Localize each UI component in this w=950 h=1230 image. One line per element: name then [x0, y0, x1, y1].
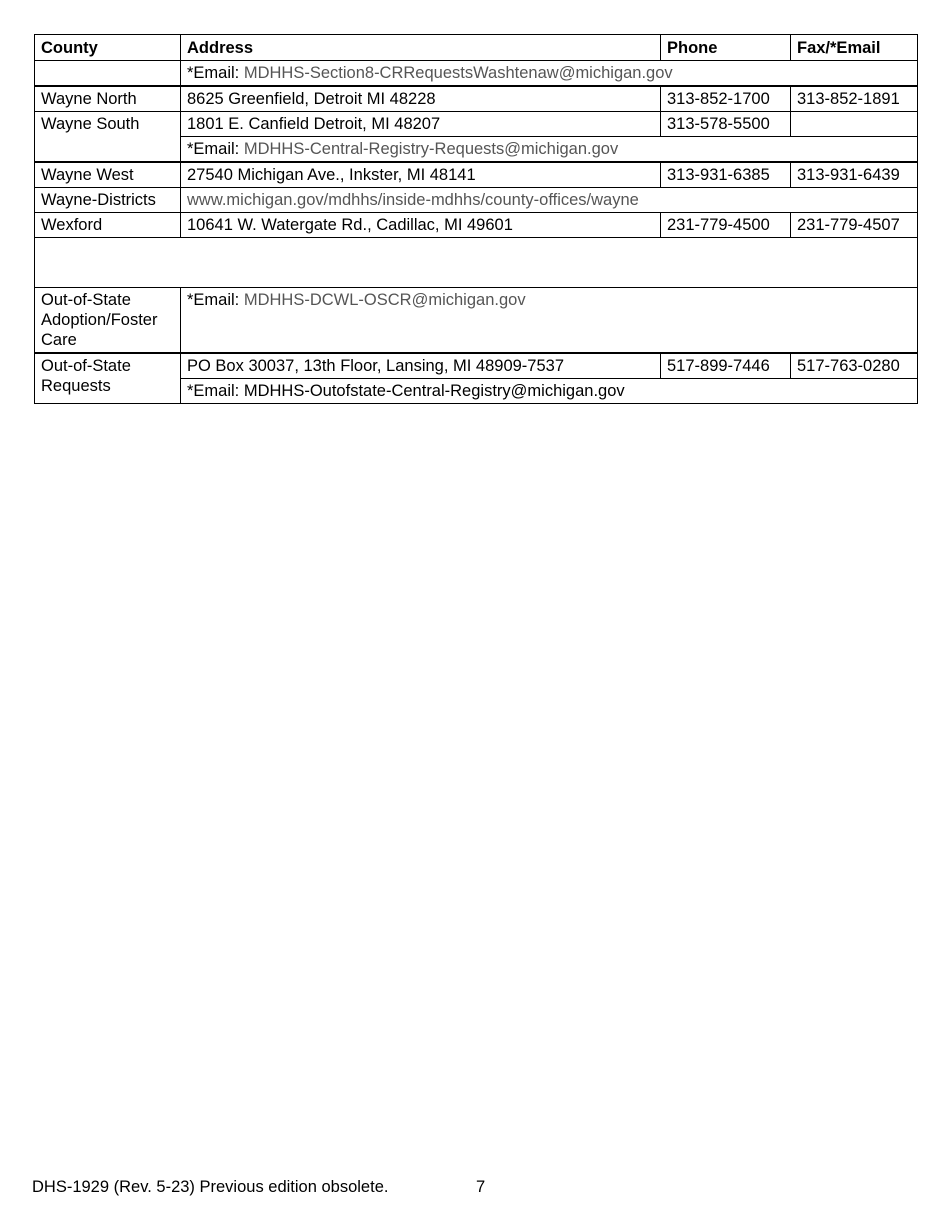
header-address: Address: [181, 35, 661, 61]
table-row: [35, 61, 918, 87]
county-cell: Out-of-State Adoption/Foster Care: [35, 288, 181, 354]
county-cell: [35, 61, 181, 87]
email-link[interactable]: MDHHS-Central-Registry-Requests@michigan.gov: [243, 140, 619, 158]
blank-row: [35, 238, 918, 288]
fax-cell: 517-763-0280: [791, 353, 918, 379]
table-row: [35, 288, 918, 354]
table-row: [35, 112, 918, 137]
email-label: *Email:: [187, 64, 240, 82]
phone-cell: 313-931-6385: [661, 162, 791, 188]
email-link[interactable]: MDHHS-Section8-CRRequestsWashtenaw@michigan.gov: [243, 64, 673, 82]
county-cell: Wayne West: [35, 162, 181, 188]
address-cell: 8625 Greenfield, Detroit MI 48228: [181, 86, 661, 112]
table-row: [35, 353, 918, 379]
email-cell: [181, 61, 918, 87]
county-cell: Wexford: [35, 213, 181, 238]
fax-cell: 231-779-4507: [791, 213, 918, 238]
header-phone: Phone: [661, 35, 791, 61]
county-office-table: [34, 34, 918, 404]
phone-cell: 231-779-4500: [661, 213, 791, 238]
page-number: 7: [476, 1178, 486, 1196]
email-link[interactable]: MDHHS-DCWL-OSCR@michigan.gov: [243, 291, 526, 309]
fax-cell: 313-931-6439: [791, 162, 918, 188]
address-cell: 1801 E. Canfield Detroit, MI 48207: [181, 112, 661, 137]
address-cell: PO Box 30037, 13th Floor, Lansing, MI 48909-7537: [181, 353, 661, 379]
table-row: [35, 213, 918, 238]
table-header-row: [35, 35, 918, 61]
email-cell: [181, 288, 918, 354]
email-label: *Email:: [187, 291, 240, 309]
county-cell: Wayne-Districts: [35, 188, 181, 213]
address-cell: 10641 W. Watergate Rd., Cadillac, MI 49601: [181, 213, 661, 238]
phone-cell: 517-899-7446: [661, 353, 791, 379]
county-cell: Wayne North: [35, 86, 181, 112]
header-fax-email: Fax/*Email: [791, 35, 918, 61]
phone-cell: 313-578-5500: [661, 112, 791, 137]
table-row: [35, 86, 918, 112]
page-footer: [32, 1178, 486, 1197]
county-cell: Wayne South: [35, 112, 181, 163]
fax-cell: [791, 112, 918, 137]
email-label: *Email:: [187, 140, 240, 158]
email-cell: [181, 137, 918, 163]
table-row: [35, 188, 918, 213]
form-number: DHS-1929 (Rev. 5-23) Previous edition obsolete.: [32, 1178, 389, 1196]
county-cell: Out-of-State Requests: [35, 353, 181, 404]
website-link[interactable]: www.michigan.gov/mdhhs/inside-mdhhs/county-offices/wayne: [181, 188, 918, 213]
email-cell[interactable]: *Email: MDHHS-Outofstate-Central-Registry@michigan.gov: [181, 379, 918, 404]
table-row: [35, 162, 918, 188]
blank-cell: [35, 238, 918, 288]
fax-cell: 313-852-1891: [791, 86, 918, 112]
address-cell: 27540 Michigan Ave., Inkster, MI 48141: [181, 162, 661, 188]
phone-cell: 313-852-1700: [661, 86, 791, 112]
header-county: County: [35, 35, 181, 61]
